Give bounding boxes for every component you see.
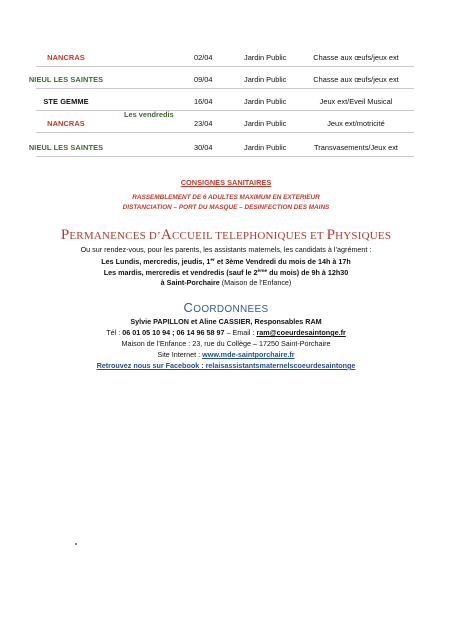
row-divider: [36, 156, 414, 157]
date: 02/04: [194, 53, 213, 62]
permanences-schedule-2: Les mardis, mercredis et vendredis (sauf le 2ème du mois) de 9h à 12h30: [103, 268, 349, 277]
schedule-row: [0, 118, 452, 134]
town-name: NANCRAS: [47, 119, 85, 128]
activity: Jeux ext/Eveil Musical: [319, 97, 393, 106]
consignes-line: DISTANCIATION – PORT DU MASQUE – DESINFECTION DES MAINS: [122, 204, 330, 211]
consignes-line: RASSEMBLEMENT DE 6 ADULTES MAXIMUM EN EXTERIEUR: [132, 194, 320, 201]
place: Jardin Public: [244, 53, 287, 62]
group-label: Les vendredis: [124, 110, 174, 119]
activity: Chasse aux œufs/jeux ext: [313, 75, 399, 84]
town-name: NIEUL LES SAINTES: [28, 143, 104, 152]
row-divider: [36, 88, 414, 89]
permanences-schedule-1: Les Lundis, mercredis, jeudis, 1er et 3ème Vendredi du mois de 14h à 17h: [101, 257, 351, 266]
coordonnees-title: COORDONNEES: [183, 300, 269, 315]
activity: Jeux ext/motricité: [327, 119, 385, 128]
place: Jardin Public: [244, 119, 287, 128]
town-name: NANCRAS: [47, 53, 85, 62]
schedule-row: [0, 74, 452, 90]
row-divider: [36, 110, 414, 111]
consignes-title: CONSIGNES SANITAIRES: [180, 178, 272, 187]
date: 30/04: [194, 143, 213, 152]
permanences-intro: Ou sur rendez-vous, pour les parents, les assistants maternels, les candidats à l’agrément :: [80, 245, 372, 254]
contact-line: Tél : 06 01 05 10 94 ; 06 14 96 58 97 – Email : ram@coeurdesaintonge.fr: [106, 328, 346, 337]
schedule-row: [0, 96, 452, 112]
town-name: NIEUL LES SAINTES: [28, 75, 104, 84]
schedule-row: [0, 142, 452, 158]
place: Jardin Public: [244, 75, 287, 84]
permanences-title: PERMANENCES D’ACCUEIL TELEPHONIQUES ET PHYSIQUES: [60, 227, 392, 243]
contact-names: Sylvie PAPILLON et Aline CASSIER, Responsables RAM: [130, 317, 322, 326]
contact-address: Maison de l’Enfance : 23, rue du Collège – 17250 Saint-Porchaire: [121, 339, 331, 348]
date: 16/04: [194, 97, 213, 106]
website-link[interactable]: www.mde-saintporchaire.fr: [202, 350, 295, 359]
facebook-link[interactable]: Retrouvez nous sur Facebook : relaisassistantsmaternelscoeurdesaintonge: [96, 361, 356, 370]
schedule-row: [0, 52, 452, 68]
email-link[interactable]: ram@coeurdesaintonge.fr: [256, 328, 346, 337]
facebook-line: [0, 361, 452, 371]
phone-numbers: 06 01 05 10 94 ; 06 14 96 58 97: [122, 328, 225, 337]
row-divider: [36, 132, 414, 133]
town-name: STE GEMME: [43, 97, 89, 106]
place: Jardin Public: [244, 97, 287, 106]
date: 09/04: [194, 75, 213, 84]
scan-speck: [75, 543, 77, 545]
date: 23/04: [194, 119, 213, 128]
activity: Chasse aux œufs/jeux ext: [313, 53, 399, 62]
contact-site: Site Internet : www.mde-saintporchaire.fr: [157, 350, 295, 359]
place: Jardin Public: [244, 143, 287, 152]
activity: Transvasements/Jeux ext: [314, 143, 398, 152]
permanences-location: à Saint-Porchaire (Maison de l’Enfance): [160, 278, 292, 287]
row-divider: [36, 66, 414, 67]
